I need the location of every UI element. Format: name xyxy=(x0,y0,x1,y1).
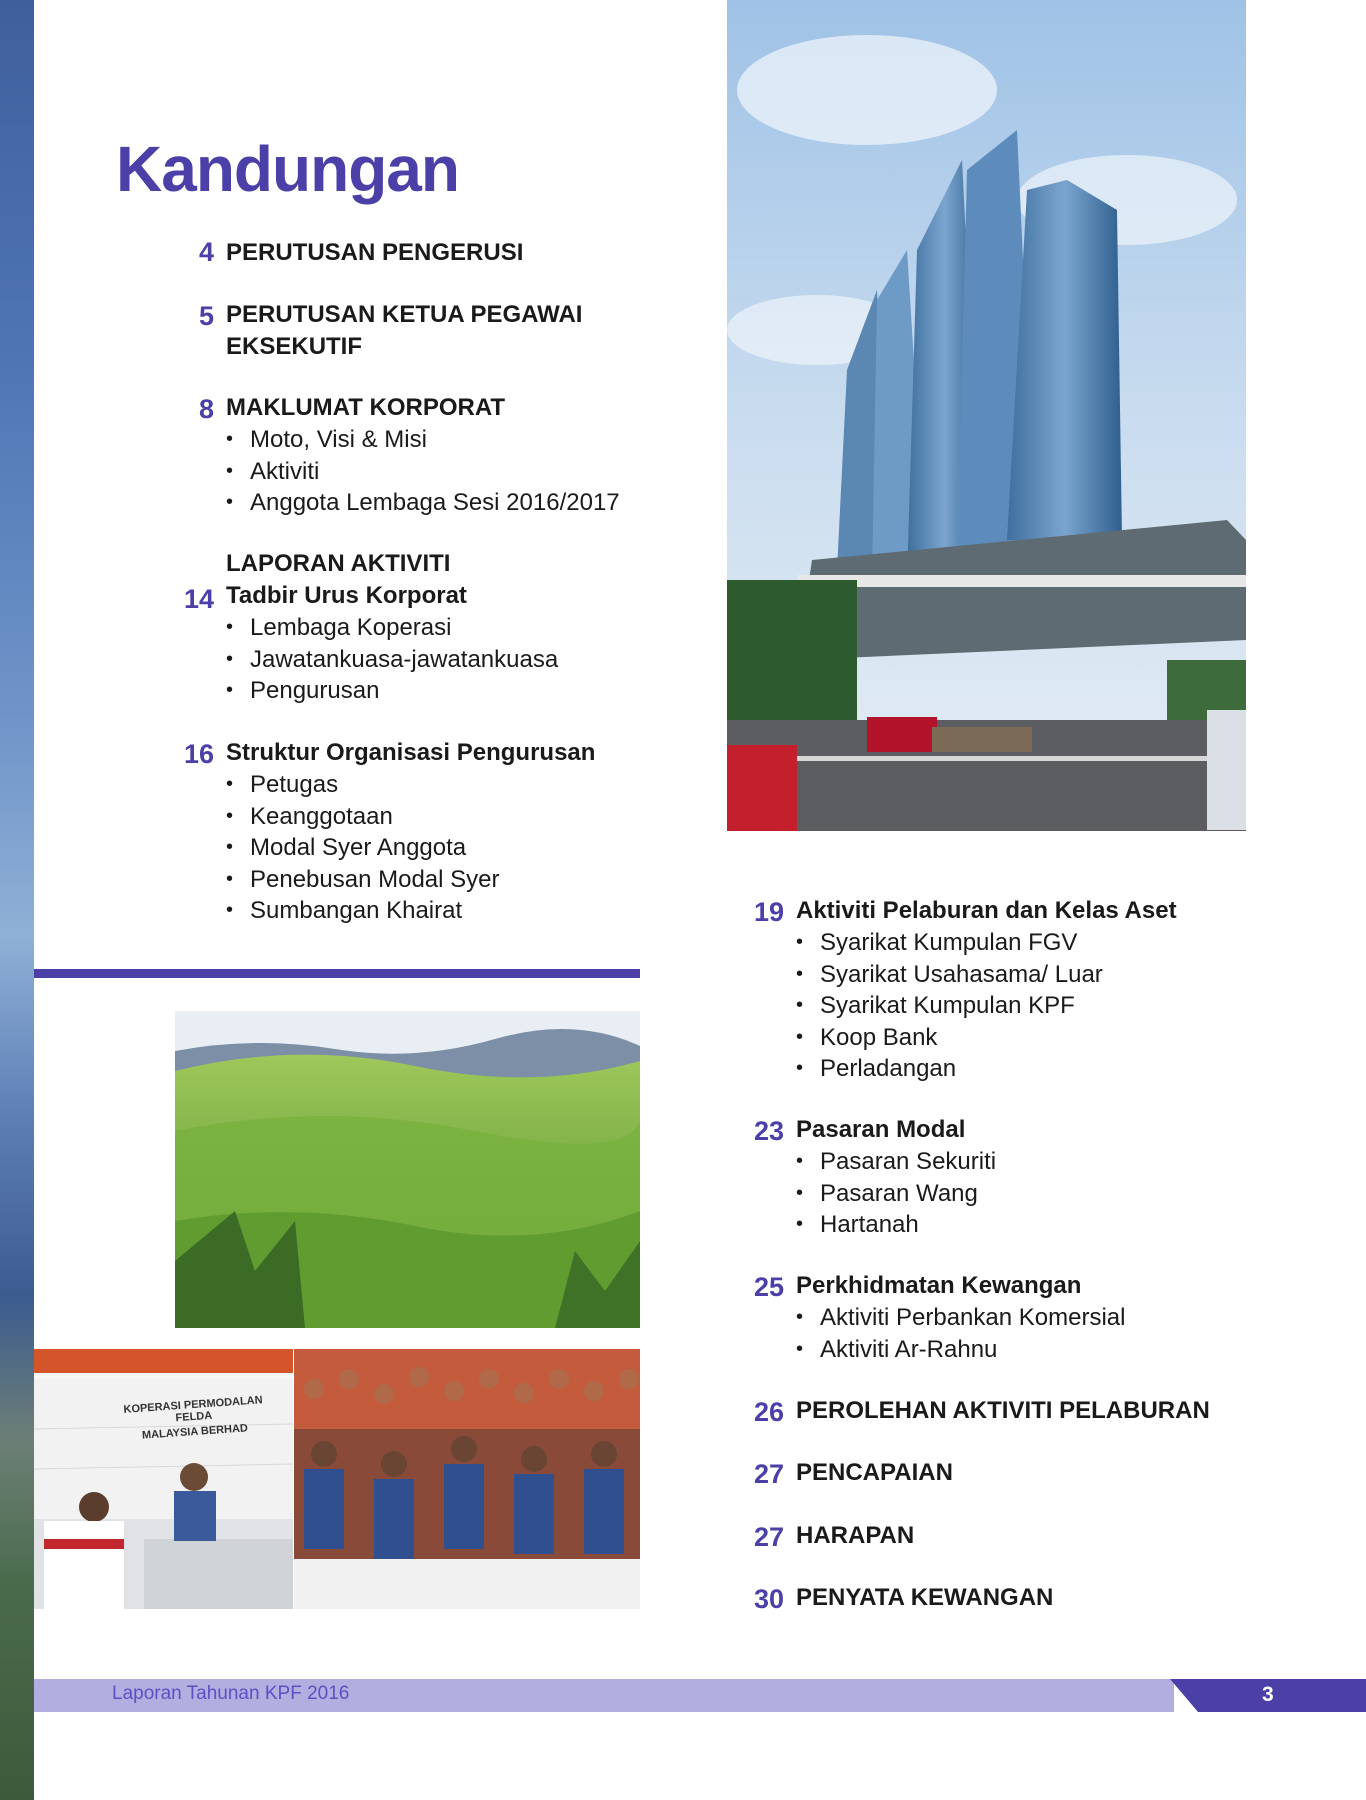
building-photo xyxy=(727,0,1246,831)
toc-subitem[interactable]: • Koop Bank xyxy=(796,1022,1246,1054)
toc-subitem[interactable]: • Hartanah xyxy=(796,1209,1246,1241)
toc-subitem[interactable]: • Modal Syer Anggota xyxy=(226,832,666,864)
toc-subitems xyxy=(796,1146,1246,1241)
toc-subitems xyxy=(796,1302,1246,1365)
toc-heading: PERUTUSAN PENGERUSI xyxy=(226,239,524,266)
toc-page-number: 27 xyxy=(753,1459,784,1489)
toc-page-number: 23 xyxy=(753,1116,784,1146)
page-title: Kandungan xyxy=(116,133,459,205)
toc-subitem[interactable]: • Aktiviti Ar-Rahnu xyxy=(796,1334,1246,1366)
toc-subitem[interactable]: • Sumbangan Khairat xyxy=(226,895,666,927)
toc-page-number: 25 xyxy=(753,1272,784,1302)
office-sign-line2: MALAYSIA BERHAD xyxy=(141,1422,249,1442)
toc-subitem[interactable]: • Jawatankuasa-jawatankuasa xyxy=(226,644,666,676)
office-sign-line1: KOPERASI PERMODALAN FELDA xyxy=(123,1394,263,1425)
toc-subitem[interactable]: • Keanggotaan xyxy=(226,801,666,833)
toc-heading: LAPORAN AKTIVITI xyxy=(226,550,451,577)
toc-heading: MAKLUMAT KORPORAT xyxy=(226,394,506,421)
toc-page-number: 26 xyxy=(753,1397,784,1427)
toc-page-number: 5 xyxy=(198,301,214,331)
toc-subitem[interactable]: • Syarikat Usahasama/ Luar xyxy=(796,959,1246,991)
toc-subitem[interactable]: • Penebusan Modal Syer xyxy=(226,864,666,896)
meeting-crowd-photo xyxy=(294,1349,640,1609)
toc-page-number: 4 xyxy=(198,237,214,267)
left-edge-photo-strip xyxy=(0,0,34,1800)
toc-subitem[interactable]: • Aktiviti Perbankan Komersial xyxy=(796,1302,1246,1334)
plantation-photo xyxy=(175,1011,640,1328)
toc-subitems xyxy=(226,612,666,707)
toc-subitem[interactable]: • Syarikat Kumpulan FGV xyxy=(796,927,1246,959)
toc-heading: Struktur Organisasi Pengurusan xyxy=(226,739,596,766)
toc-heading: Pasaran Modal xyxy=(796,1116,966,1143)
toc-subitem[interactable]: • Moto, Visi & Misi xyxy=(226,424,666,456)
toc-subitem[interactable]: • Petugas xyxy=(226,769,666,801)
office-counter-photo xyxy=(34,1349,293,1609)
toc-subitems xyxy=(796,927,1246,1085)
toc-page-number: 19 xyxy=(753,897,784,927)
toc-subheading: Tadbir Urus Korporat xyxy=(226,582,467,609)
toc-page-number: 14 xyxy=(183,584,214,614)
toc-subitem[interactable]: • Anggota Lembaga Sesi 2016/2017 xyxy=(226,487,666,519)
toc-subitems xyxy=(226,424,666,519)
toc-heading: PENCAPAIAN xyxy=(796,1459,953,1486)
toc-page-number: 30 xyxy=(753,1584,784,1614)
toc-subitem[interactable]: • Syarikat Kumpulan KPF xyxy=(796,990,1246,1022)
toc-subitem[interactable]: • Perladangan xyxy=(796,1053,1246,1085)
section-divider xyxy=(34,969,640,978)
toc-subitem[interactable]: • Lembaga Koperasi xyxy=(226,612,666,644)
toc-page-number: 27 xyxy=(753,1522,784,1552)
toc-page-number: 8 xyxy=(198,394,214,424)
toc-subitem[interactable]: • Pengurusan xyxy=(226,675,666,707)
toc-subitem[interactable]: • Pasaran Wang xyxy=(796,1178,1246,1210)
footer-report-title: Laporan Tahunan KPF 2016 xyxy=(112,1683,350,1704)
toc-heading: PEROLEHAN AKTIVITI PELABURAN xyxy=(796,1397,1210,1424)
page-number: 3 xyxy=(1262,1683,1274,1706)
toc-heading: Aktiviti Pelaburan dan Kelas Aset xyxy=(796,897,1177,924)
toc-heading: Perkhidmatan Kewangan xyxy=(796,1272,1082,1299)
toc-heading: PERUTUSAN KETUA PEGAWAI EKSEKUTIF xyxy=(226,301,583,360)
toc-heading: HARAPAN xyxy=(796,1522,915,1549)
toc-heading: PENYATA KEWANGAN xyxy=(796,1584,1054,1611)
toc-subitem[interactable]: • Pasaran Sekuriti xyxy=(796,1146,1246,1178)
toc-subitem[interactable]: • Aktiviti xyxy=(226,456,666,488)
toc-page-number: 16 xyxy=(183,739,214,769)
toc-subitems xyxy=(226,769,666,927)
